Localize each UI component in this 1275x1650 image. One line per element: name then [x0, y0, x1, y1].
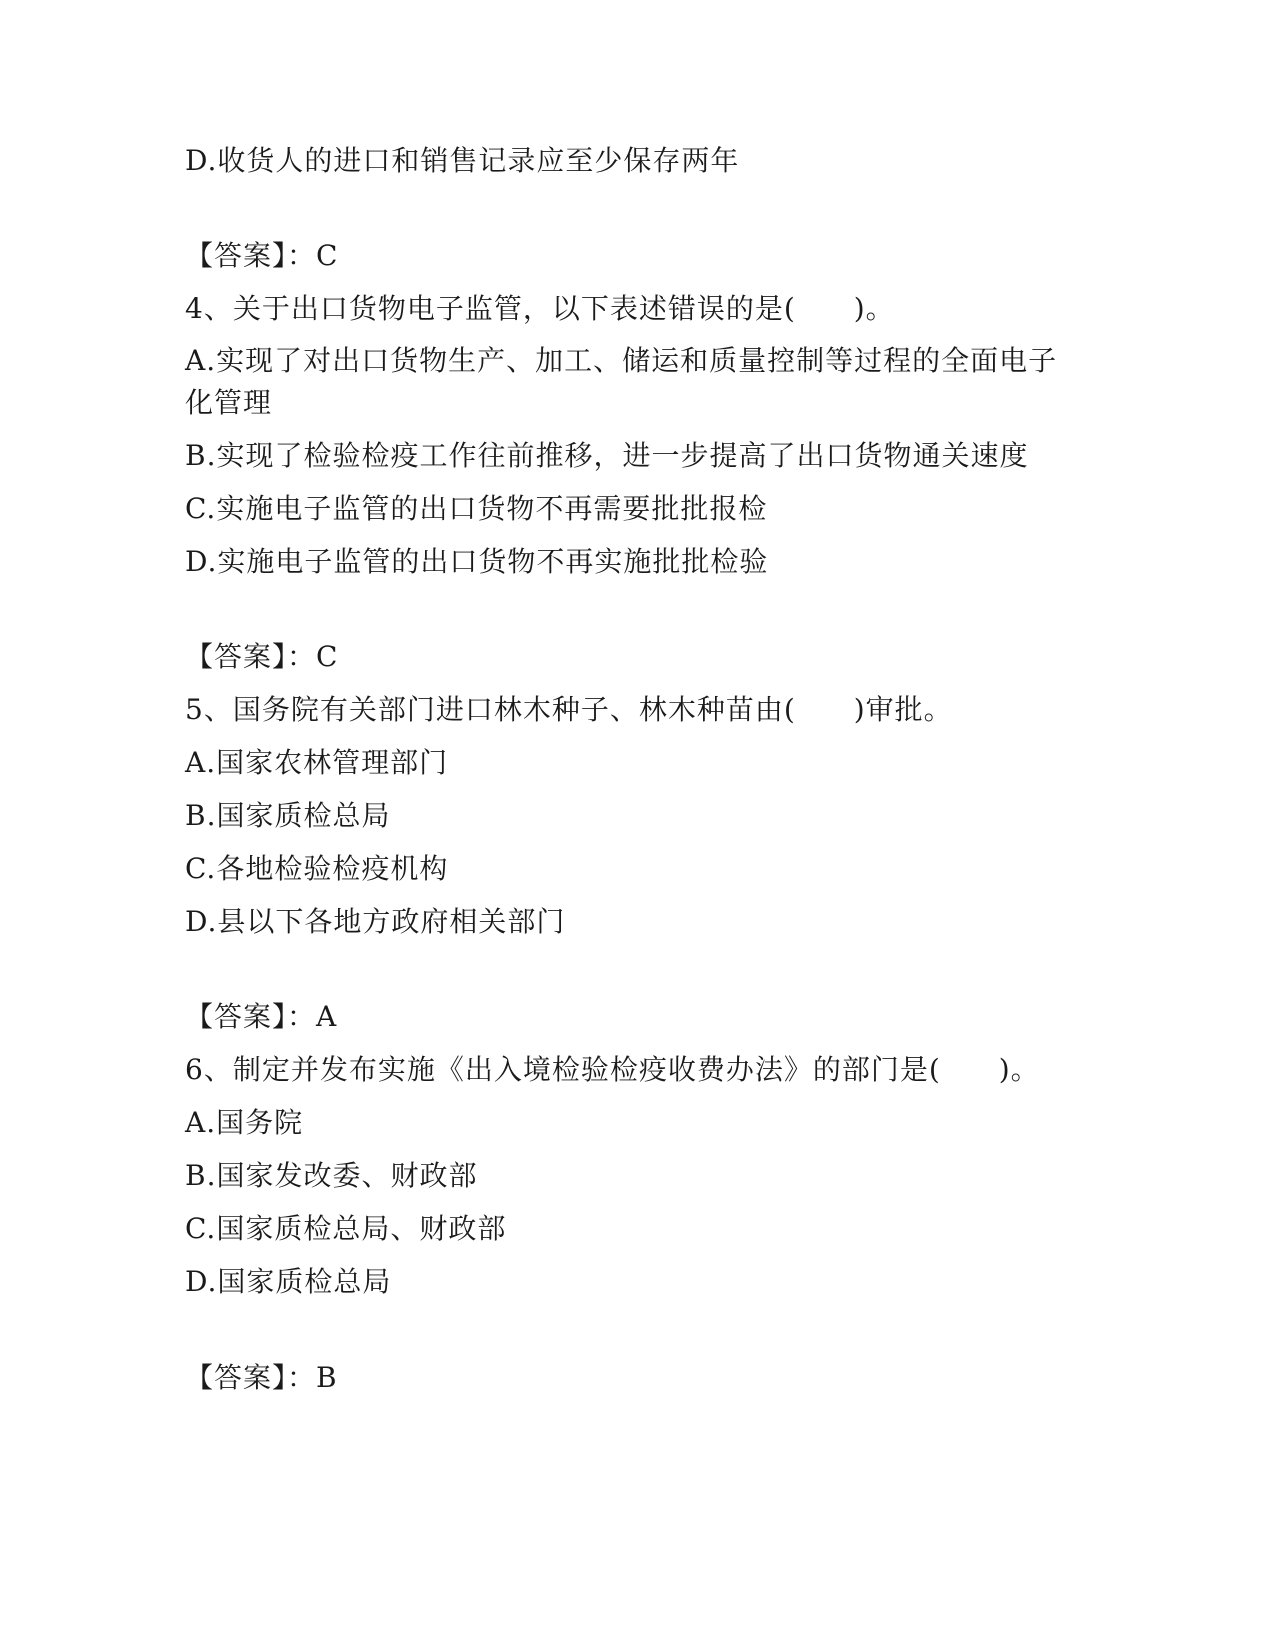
question-6-option-b: B.国家发改委、财政部	[185, 1159, 478, 1192]
answer-q4: 【答案】：C	[185, 640, 339, 673]
question-6-stem: 6、制定并发布实施《出入境检验检疫收费办法》的部门是( )。	[185, 1053, 1040, 1086]
question-4-option-a: A.实现了对出口货物生产、加工、储运和质量控制等过程的全面电子化管理	[185, 344, 1058, 419]
question-5-option-d: D.县以下各地方政府相关部门	[185, 905, 566, 938]
answer-q6: 【答案】：B	[185, 1361, 338, 1394]
question-4-stem: 4、关于出口货物电子监管，以下表述错误的是( )。	[185, 292, 895, 325]
answer-q3: 【答案】：C	[185, 239, 339, 272]
question-5-option-b: B.国家质检总局	[185, 799, 391, 832]
question-5-option-c: C.各地检验检疫机构	[185, 852, 449, 885]
question-5-stem: 5、国务院有关部门进口林木种子、林木种苗由( )审批。	[185, 693, 953, 726]
question-6-option-c: C.国家质检总局、财政部	[185, 1212, 507, 1245]
question-4-option-c: C.实施电子监管的出口货物不再需要批批报检	[185, 492, 768, 525]
question-6-option-d: D.国家质检总局	[185, 1265, 392, 1298]
option-d-prev: D.收货人的进口和销售记录应至少保存两年	[185, 144, 740, 177]
question-4-option-d: D.实施电子监管的出口货物不再实施批批检验	[185, 545, 769, 578]
question-6-option-a: A.国务院	[185, 1106, 304, 1139]
question-5-option-a: A.国家农林管理部门	[185, 746, 449, 779]
answer-q5: 【答案】：A	[185, 1000, 338, 1033]
question-4-option-b: B.实现了检验检疫工作往前推移，进一步提高了出口货物通关速度	[185, 439, 1029, 472]
